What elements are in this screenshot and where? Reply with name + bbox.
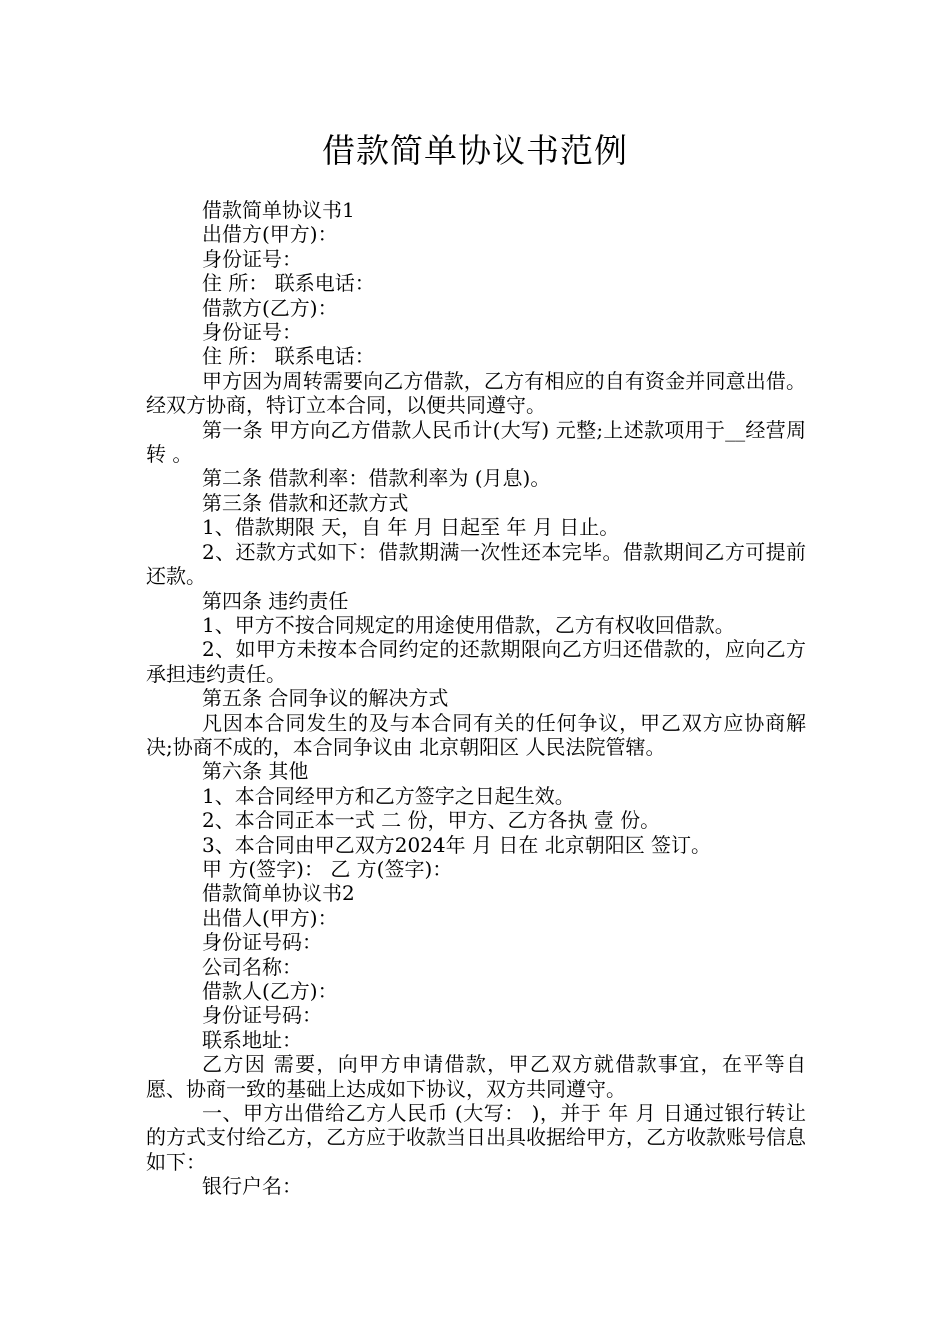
document-paragraph: 第一条 甲方向乙方借款人民币计(大写) 元整;上述款项用于__经营周转 。 (146, 417, 806, 467)
document-paragraph: 第五条 合同争议的解决方式 (202, 686, 449, 711)
document-paragraph: 借款简单协议书1 (202, 198, 355, 222)
document-paragraph: 借款简单协议书2 (202, 881, 355, 906)
document-paragraph: 一、甲方出借给乙方人民币 (大写： )，并于 年 月 日通过银行转让的方式支付给乙方，乙方应于收款当日出具收据给甲方，乙方收款账号信息如下： (146, 1101, 806, 1174)
document-paragraph: 第二条 借款利率：借款利率为 (月息)。 (202, 466, 551, 491)
document-paragraph: 2、本合同正本一式 二 份，甲方、乙方各执 壹 份。 (202, 808, 661, 833)
document-paragraph: 联系地址： (202, 1027, 302, 1052)
document-paragraph: 住 所： 联系电话： (202, 344, 375, 369)
document-paragraph: 乙方因 需要，向甲方申请借款，甲乙双方就借款事宜，在平等自愿、协商一致的基础上达成如下协议，双方共同遵守。 (146, 1052, 806, 1101)
document-paragraph: 第六条 其他 (202, 759, 309, 784)
document-paragraph: 公司名称： (202, 954, 302, 979)
document-paragraph: 凡因本合同发生的及与本合同有关的任何争议，甲乙双方应协商解决;协商不成的，本合同争议由 北京朝阳区 人民法院管辖。 (146, 710, 806, 759)
document-body (146, 198, 806, 1199)
document-paragraph: 2、还款方式如下：借款期满一次性还本完毕。借款期间乙方可提前还款。 (146, 539, 806, 589)
document-paragraph: 1、本合同经甲方和乙方签字之日起生效。 (202, 783, 575, 808)
document-paragraph: 1、借款期限 天，自 年 月 日起至 年 月 日止。 (202, 515, 620, 540)
document-paragraph: 3、本合同由甲乙双方2024年 月 日在 北京朝阳区 签订。 (202, 832, 712, 857)
document-paragraph: 出借人(甲方)： (202, 905, 338, 930)
document-paragraph: 银行户名： (202, 1174, 302, 1199)
document-paragraph: 第四条 违约责任 (202, 588, 349, 613)
document-paragraph: 身份证号： (202, 320, 302, 345)
document-paragraph: 2、如甲方未按本合同约定的还款期限向乙方归还借款的，应向乙方承担违约责任。 (146, 637, 806, 686)
document-paragraph: 身份证号码： (202, 930, 322, 955)
document-paragraph: 甲 方(签字)： 乙 方(签字)： (202, 856, 453, 881)
document-paragraph: 住 所： 联系电话： (202, 271, 375, 296)
document-paragraph: 甲方因为周转需要向乙方借款，乙方有相应的自有资金并同意出借。经双方协商，特订立本合同，以便共同遵守。 (146, 368, 806, 418)
document-paragraph: 借款人(乙方)： (202, 979, 338, 1003)
document-paragraph: 1、甲方不按合同规定的用途使用借款，乙方有权收回借款。 (202, 612, 735, 637)
document-title: 借款简单协议书范例 (322, 131, 628, 170)
document-paragraph: 第三条 借款和还款方式 (202, 490, 409, 515)
document-paragraph: 身份证号： (202, 246, 302, 271)
document-paragraph: 出借方(甲方)： (202, 222, 338, 247)
document-paragraph: 借款方(乙方)： (202, 295, 338, 320)
document-paragraph: 身份证号码： (202, 1003, 322, 1028)
